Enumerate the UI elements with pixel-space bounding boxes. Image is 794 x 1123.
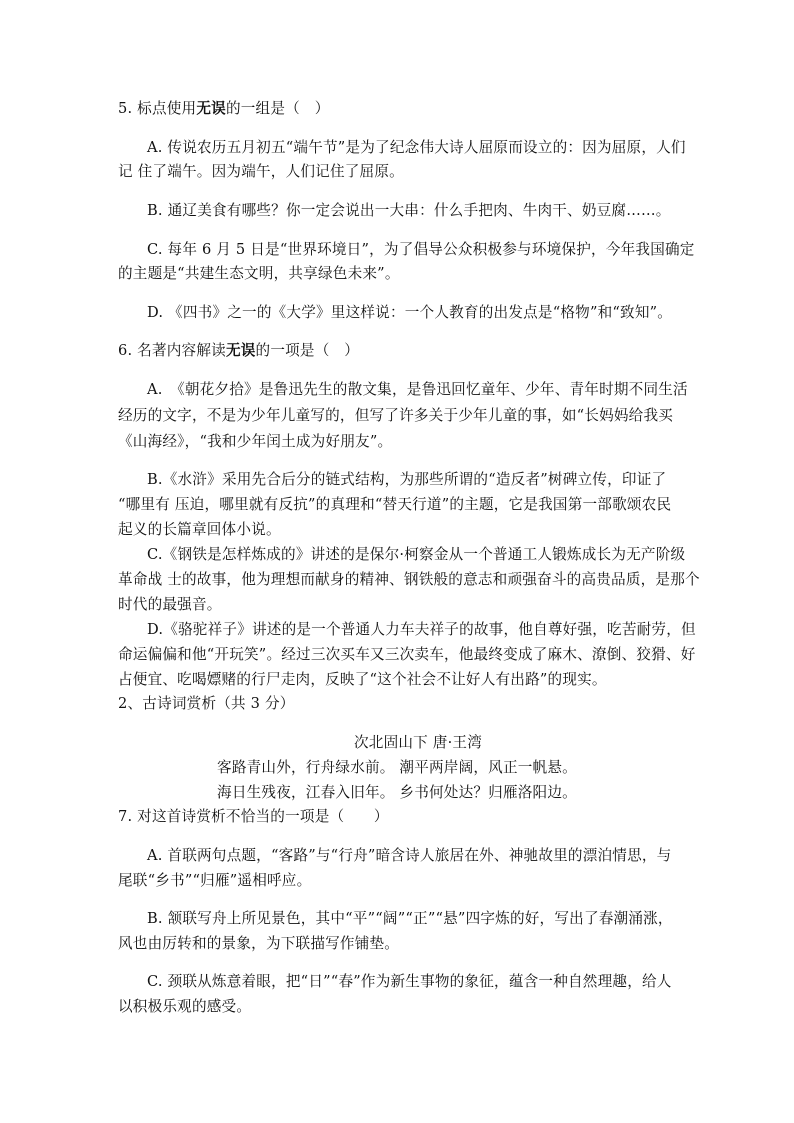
q5-option-a-line1: A. 传说农历五月初五“端午节”是为了纪念伟大诗人屈原而设立的：因为屈原，人们 [147,139,686,156]
q7-stem: 7. 对这首诗赏析不恰当的一项是（ ） [118,808,389,825]
q5-option-c-line2: 的主题是“共建生态文明，共享绿色未来”。 [118,265,400,282]
q5-stem-tail: 的一组是（ ） [225,100,330,117]
q6-option-c-line1: C.《钢铁是怎样炼成的》讲述的是保尔·柯察金从一个普通工人锻炼成长为无产阶级 [147,546,686,563]
q7-option-c-line1: C. 颈联从炼意着眼，把“日”“春”作为新生事物的象征，蕴含一种自然理趣，给人 [147,973,672,990]
q6-option-b-line2: “哪里有 压迫，哪里就有反抗”的真理和“替天行道”的主题，它是我国第一部歌颂农民 [118,496,672,513]
poem-title: 次北固山下 唐·王湾 [353,734,483,751]
q5-option-b: B. 通辽美食有哪些？你一定会说出一大串：什么手把肉、牛肉干、奶豆腐……。 [147,202,671,219]
q6-option-b-line3: 起义的长篇章回体小说。 [118,521,281,538]
q6-option-c-line2: 革命战 士的故事，他为理想而献身的精神、钢铁般的意志和顽强奋斗的高贵品质，是那个 [118,571,700,588]
q6-stem-text: 6. 名著内容解读 [118,342,226,359]
q6-option-b-line1: B.《水浒》采用先合后分的链式结构，为那些所谓的“造反者”树碑立传，印证了 [147,471,667,488]
section-title: 2、古诗词赏析（共 3 分） [118,695,295,712]
q6-stem-emphasis: 无误 [225,342,256,359]
q6-option-d-line3: 占便宜、吃喝嫖赌的行尸走肉，反映了“这个社会不让好人有出路”的现实。 [118,671,607,688]
q5-stem-text: 5. 标点使用 [118,100,197,117]
poem-line-2: 海日生残夜，江春入旧年。 乡书何处达？归雁洛阳边。 [217,784,577,801]
q6-option-a-line1: A. 《朝花夕拾》是鲁迅先生的散文集，是鲁迅回忆童年、少年、青年时期不同生活 [147,381,688,398]
q6-option-a-line2: 经历的文字，不是为少年儿童写的，但写了许多关于少年儿童的事，如“长妈妈给我买 [118,407,674,424]
q6-stem [118,341,359,361]
q7-option-a-line2: 尾联“乡书”“归雁”遥相呼应。 [118,872,312,889]
poem-line-1: 客路青山外，行舟绿水前。 潮平两岸阔，风正一帆悬。 [217,759,577,776]
q6-stem-tail: 的一项是（ ） [255,342,360,359]
q5-option-c-line1: C. 每年 6 月 5 日是“世界环境日”，为了倡导公众积极参与环境保护，今年我国确定 [147,241,695,258]
q7-option-c-line2: 以积极乐观的感受。 [118,998,252,1015]
q7-option-a-line1: A. 首联两句点题，“客路”与“行舟”暗含诗人旅居在外、神驰故里的漂泊情思，与 [147,847,672,864]
q5-stem [118,99,330,119]
q6-option-c-line3: 时代的最强音。 [118,596,222,613]
q5-option-d: D. 《四书》之一的《大学》里这样说：一个人教育的出发点是“格物”和“致知”。 [147,304,673,321]
q7-option-b-line2: 风也由厉转和的景象，为下联描写作铺垫。 [118,935,400,952]
q6-option-d-line2: 命运偏偏和他“开玩笑”。经过三次买车又三次卖车，他最终变成了麻木、潦倒、狡猾、好 [118,646,696,663]
q6-option-a-line3: 《山海经》，“我和少年闰土成为好朋友”。 [118,433,393,450]
q5-option-a-line2: 记 住了端午。因为端午，人们记住了屈原。 [118,163,404,180]
q7-option-b-line1: B. 颔联写舟上所见景色，其中“平”“阔”“正”“悬”四字炼的好，写出了春潮涌涨， [147,910,673,927]
q6-option-d-line1: D.《骆驼祥子》讲述的是一个普通人力车夫祥子的故事，他自尊好强，吃苦耐劳，但 [147,621,696,638]
q5-stem-emphasis: 无误 [196,100,226,117]
